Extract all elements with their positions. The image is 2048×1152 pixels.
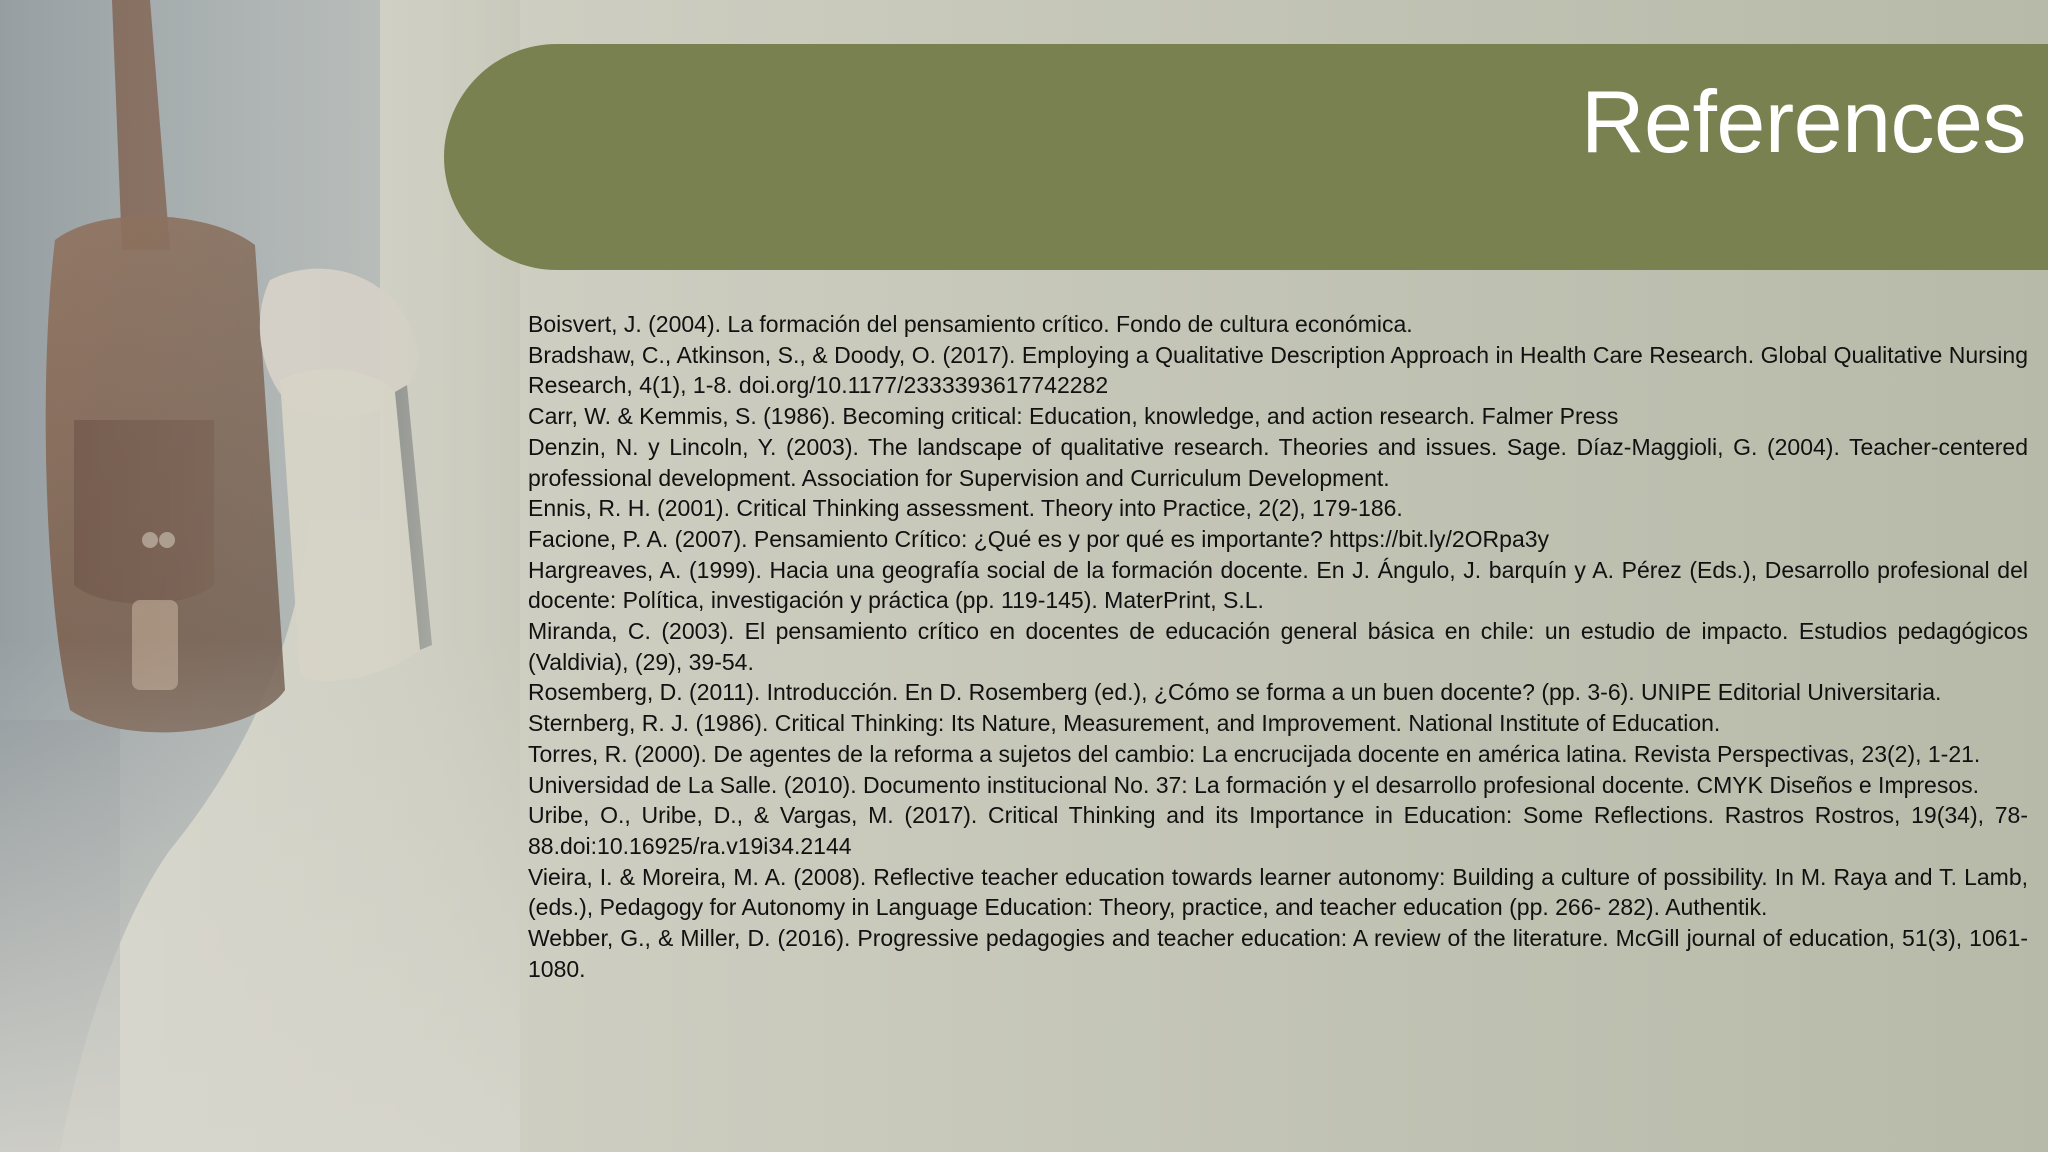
reference-item: Vieira, I. & Moreira, M. A. (2008). Reflective teacher education towards learner autonomy: Building a culture of possibility. In M. Raya and T. Lamb, (eds.), Pedagogy for Autonomy in Language Education: Theory, practice, and teacher education (pp. 266- 282). Authentik.	[528, 863, 2028, 921]
reference-item: Ennis, R. H. (2001). Critical Thinking assessment. Theory into Practice, 2(2), 179-186.	[528, 495, 1403, 522]
reference-item: Boisvert, J. (2004). La formación del pensamiento crítico. Fondo de cultura económica.	[528, 311, 1413, 337]
reference-item: Rosemberg, D. (2011). Introducción. En D. Rosemberg (ed.), ¿Cómo se forma a un buen docente? (pp. 3-6). UNIPE Editorial Universitaria.	[528, 679, 1942, 706]
reference-item: Universidad de La Salle. (2010). Documento institucional No. 37: La formación y el desarrollo profesional docente. CMYK Diseños e Impresos.	[528, 771, 1980, 798]
reference-item: Sternberg, R. J. (1986). Critical Thinking: Its Nature, Measurement, and Improvement. National Institute of Education.	[528, 710, 1721, 737]
reference-item: Bradshaw, C., Atkinson, S., & Doody, O. (2017). Employing a Qualitative Description Approach in Health Care Research. Global Qualitative Nursing Research, 4(1), 1-8. doi.org/10.1177/2333393617742282	[528, 341, 2028, 399]
reference-item: Carr, W. & Kemmis, S. (1986). Becoming critical: Education, knowledge, and action research. Falmer Press	[528, 403, 1619, 430]
background-photo-man-with-bag	[0, 0, 520, 1152]
reference-item: Webber, G., & Miller, D. (2016). Progressive pedagogies and teacher education: A review of the literature. McGill journal of education, 51(3), 1061-1080.	[528, 925, 2028, 982]
reference-item: Facione, P. A. (2007). Pensamiento Crítico: ¿Qué es y por qué es importante? https://bit.ly/2ORpa3y	[528, 525, 1550, 552]
title-banner	[444, 44, 2048, 270]
reference-item: Miranda, C. (2003). El pensamiento crítico en docentes de educación general básica en chile: un estudio de impacto. Estudios pedagógicos (Valdivia), (29), 39-54.	[528, 618, 2028, 675]
reference-item: Denzin, N. y Lincoln, Y. (2003). The landscape of qualitative research. Theories and issues. Sage. Díaz-Maggioli, G. (2004). Teacher-centered professional development. Association for Supervision and Curriculum Development.	[528, 433, 2028, 491]
page-title: References	[1580, 72, 2026, 171]
reference-item: Hargreaves, A. (1999). Hacia una geografía social de la formación docente. En J. Ángulo, J. barquín y A. Pérez (Eds.), Desarrollo profesional del docente: Política, investigación y práctica (pp. 119-145). MaterPrint, S.L.	[528, 556, 2028, 614]
reference-item: Uribe, O., Uribe, D., & Vargas, M. (2017). Critical Thinking and its Importance in Education: Some Reflections. Rastros Rostros, 19(34), 78-88.doi:10.16925/ra.v19i34.2144	[528, 802, 2028, 859]
reference-item: Torres, R. (2000). De agentes de la reforma a sujetos del cambio: La encrucijada docente en américa latina. Revista Perspectivas, 23(2), 1-21.	[528, 740, 1981, 767]
references-list	[528, 309, 2028, 984]
